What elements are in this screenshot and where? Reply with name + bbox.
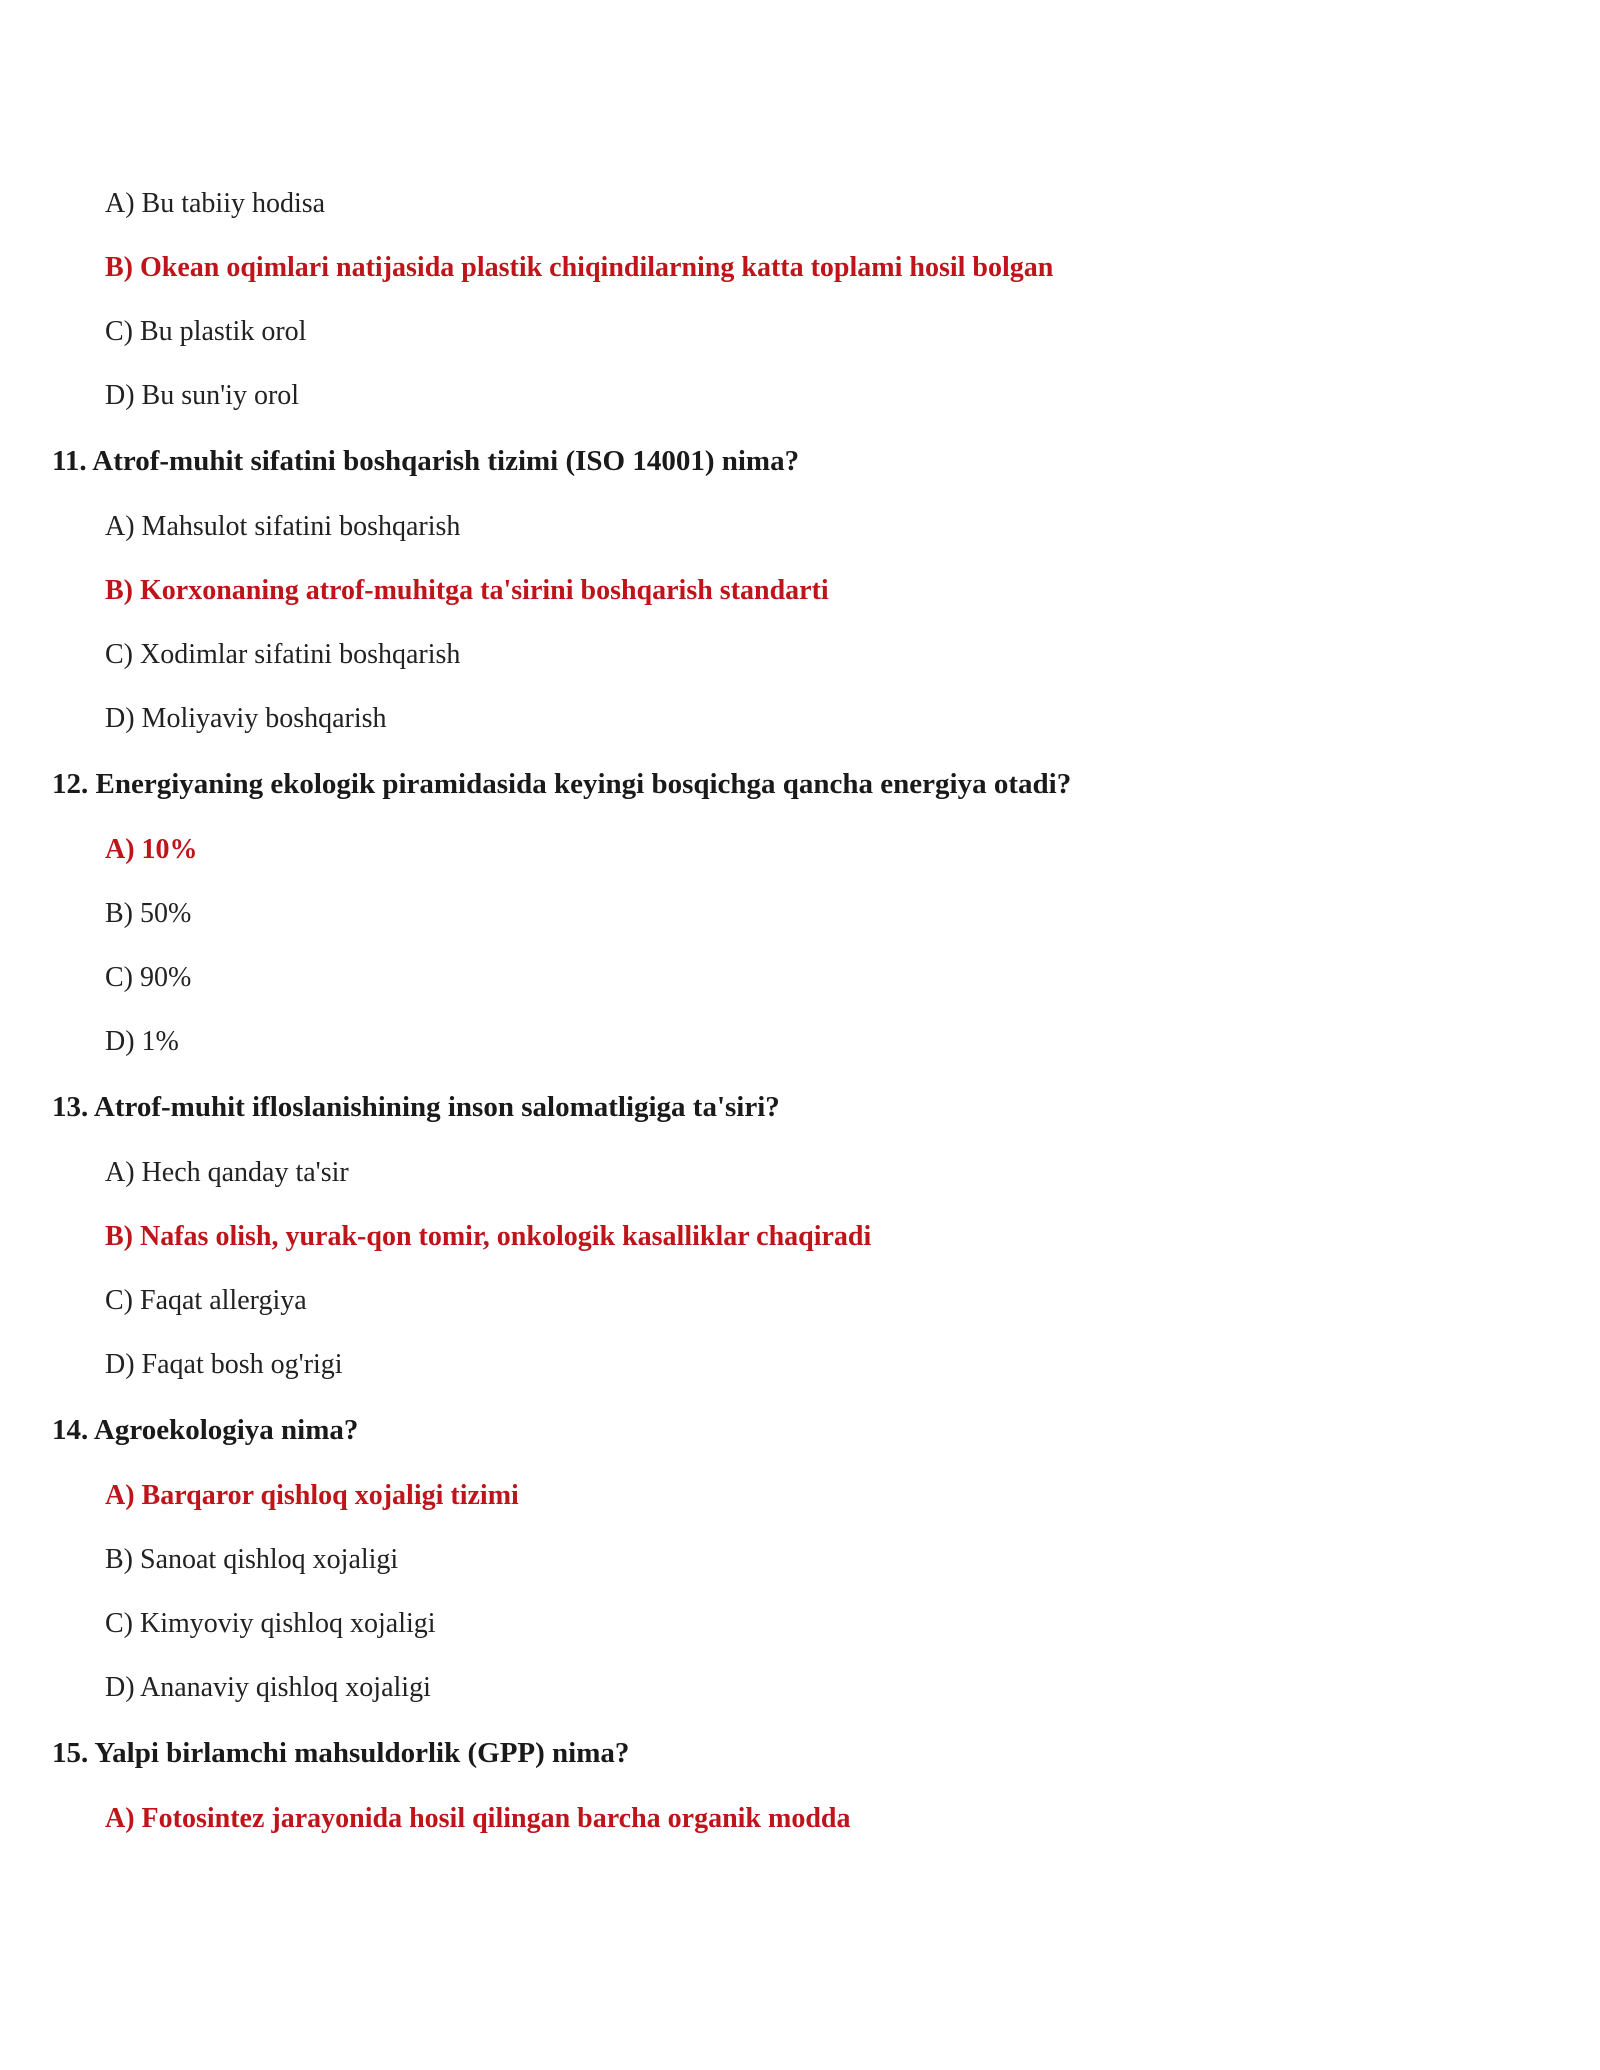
q12-option-c: C) 90% — [105, 962, 192, 993]
q13-option-b-correct: B) Nafas olish, yurak-qon tomir, onkologik kasalliklar chaqiradi — [105, 1221, 872, 1252]
q10-option-c: C) Bu plastik orol — [105, 316, 307, 347]
q11-option-c: C) Xodimlar sifatini boshqarish — [105, 639, 461, 670]
q10-option-a: A) Bu tabiiy hodisa — [105, 188, 326, 219]
q15-option-a-correct: A) Fotosintez jarayonida hosil qilingan barcha organik modda — [105, 1803, 851, 1834]
q13-question: 13. Atrof-muhit ifloslanishining inson salomatligiga ta'siri? — [52, 1091, 780, 1123]
q14-option-d: D) Ananaviy qishloq xojaligi — [105, 1672, 431, 1703]
q14-option-c: C) Kimyoviy qishloq xojaligi — [105, 1608, 436, 1639]
q14-question: 14. Agroekologiya nima? — [52, 1414, 359, 1446]
q12-question: 12. Energiyaning ekologik piramidasida keyingi bosqichga qancha energiya otadi? — [52, 768, 1072, 800]
q11-option-a: A) Mahsulot sifatini boshqarish — [105, 511, 461, 542]
q12-option-a-correct: A) 10% — [105, 834, 198, 865]
q11-question: 11. Atrof-muhit sifatini boshqarish tizimi (ISO 14001) nima? — [52, 445, 800, 477]
q11-option-b-correct: B) Korxonaning atrof-muhitga ta'sirini boshqarish standarti — [105, 575, 829, 606]
q13-option-c: C) Faqat allergiya — [105, 1285, 307, 1316]
q12-option-b: B) 50% — [105, 898, 192, 929]
q14-option-b: B) Sanoat qishloq xojaligi — [105, 1544, 399, 1575]
q13-option-a: A) Hech qanday ta'sir — [105, 1157, 349, 1188]
q13-option-d: D) Faqat bosh og'rigi — [105, 1349, 343, 1380]
q15-question: 15. Yalpi birlamchi mahsuldorlik (GPP) nima? — [52, 1737, 630, 1769]
q10-option-b-correct: B) Okean oqimlari natijasida plastik chiqindilarning katta toplami hosil bolgan — [105, 252, 1054, 283]
q14-option-a-correct: A) Barqaror qishloq xojaligi tizimi — [105, 1480, 519, 1511]
q10-option-d: D) Bu sun'iy orol — [105, 380, 300, 411]
q12-option-d: D) 1% — [105, 1026, 179, 1057]
q11-option-d: D) Moliyaviy boshqarish — [105, 703, 387, 734]
